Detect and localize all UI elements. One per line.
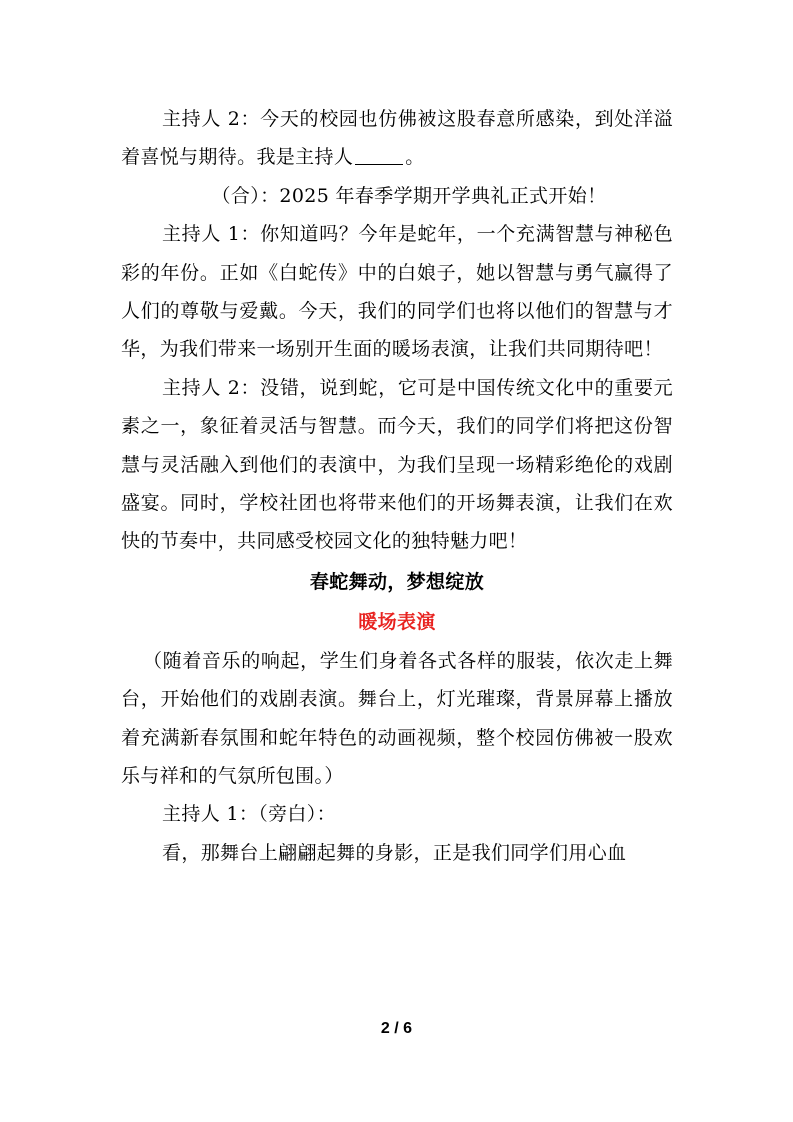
paragraph-host2-culture: 主持人 2：没错，说到蛇，它可是中国传统文化中的重要元素之一，象征着灵活与智慧。而今天，我们的同学们将把这份智慧与灵活融入到他们的表演中，为我们呈现一场精彩绝伦的戏剧盛宴。同时，学校社团也将带来他们的开场舞表演，让我们在欢快的节奏中，共同感受校园文化的独特魅力吧！ <box>121 376 673 553</box>
page-number: 2 / 6 <box>380 1020 413 1037</box>
paragraph-host2-intro-text: 主持人 2：今天的校园也仿佛被这股春意所感染，到处洋溢着喜悦与期待。我是主持人 <box>121 108 673 169</box>
paragraph-host1-narration-label: 主持人 1：（旁白）： <box>162 803 336 826</box>
paragraph-narration-start: 看，那舞台上翩翩起舞的身影，正是我们同学们用心血 <box>162 841 627 864</box>
section-heading: 春蛇舞动，梦想绽放 <box>309 570 485 593</box>
paragraph-host1-snake-year: 主持人 1：你知道吗？今年是蛇年，一个充满智慧与神秘色彩的年份。正如《白蛇传》中的白娘子，她以智慧与勇气赢得了人们的尊敬与爱戴。今天，我们的同学们也将以他们的智慧与才华，为我们带来一场别开生面的暖场表演，让我们共同期待吧！ <box>121 223 673 361</box>
paragraph-host2-intro <box>121 100 673 177</box>
paragraph-chorus-opening: （合）：2025 年春季学期开学典礼正式开始！ <box>211 184 607 207</box>
paragraph-stage-direction: （随着音乐的响起，学生们身着各式各样的服装，依次走上舞台，开始他们的戏剧表演。舞台上，灯光璀璨，背景屏幕上播放着充满新春氛围和蛇年特色的动画视频，整个校园仿佛被一股欢乐与祥和的气氛所包围。） <box>121 649 673 787</box>
section-subheading: 暖场表演 <box>358 611 436 634</box>
document-body <box>121 100 673 872</box>
name-blank <box>355 146 403 165</box>
paragraph-host2-intro-end: 。 <box>405 146 425 169</box>
